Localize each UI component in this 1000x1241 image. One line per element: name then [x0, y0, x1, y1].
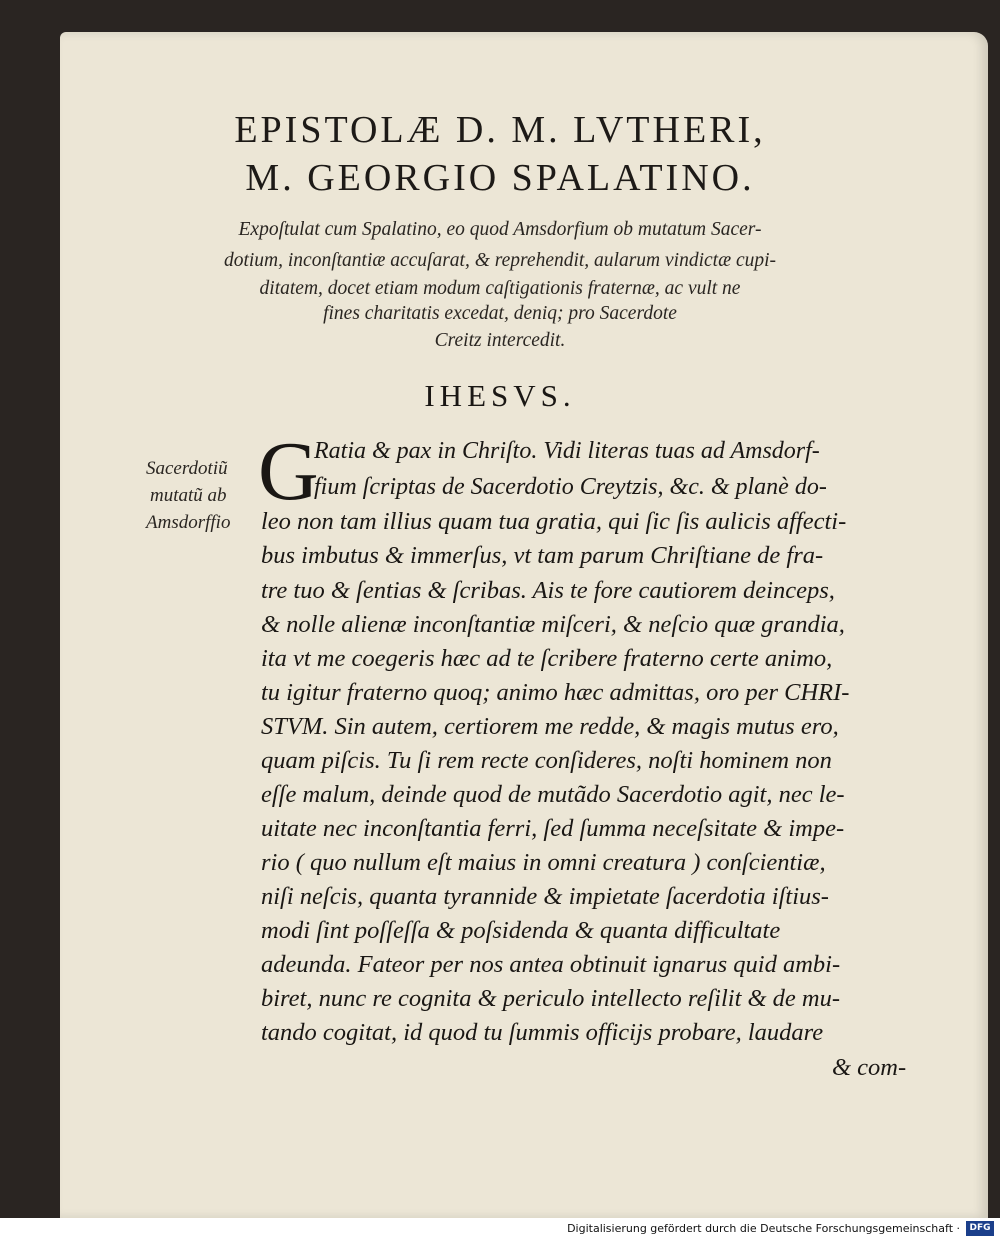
- body-line: bus imbutus & immerſus, vt tam parum Chriſtiane de fra-: [261, 542, 824, 569]
- body-line: quam piſcis. Tu ſi rem recte conſideres, noſti hominem non: [261, 747, 832, 774]
- footer-credit: Digitalisierung gefördert durch die Deutsche Forschungsgemeinschaft ·: [567, 1222, 960, 1235]
- body-line: niſi neſcis, quanta tyrannide & impietate ſacerdotia iſtius-: [261, 883, 829, 910]
- body-line: uitate nec inconſtantia ferri, ſed ſumma neceſsitate & impe-: [261, 815, 845, 842]
- summary-line: ditatem, docet etiam modum caſtigationis fraternæ, ac vult ne: [259, 278, 741, 299]
- section-heading: IHESVS.: [424, 378, 576, 413]
- body-line: modi ſint poſſeſſa & poſsidenda & quanta difficultate: [261, 917, 781, 944]
- body-line: ita vt me coegeris hæc ad te ſcribere fraterno certe animo,: [261, 645, 833, 672]
- body-line: eſſe malum, deinde quod de mutãdo Sacerdotio agit, nec le-: [261, 781, 845, 808]
- body-line: adeunda. Fateor per nos antea obtinuit ignarus quid ambi-: [261, 951, 841, 978]
- body-line: Ratia & pax in Chriſto. Vidi literas tuas ad Amsdorf-: [314, 438, 820, 464]
- margin-note: mutatũ ab: [150, 485, 227, 506]
- body-line: leo non tam illius quam tua gratia, qui ſic ſis aulicis affecti-: [261, 508, 847, 535]
- body-line: tre tuo & ſentias & ſcribas. Ais te fore cautiorem deinceps,: [261, 577, 835, 604]
- body-line: & nolle alienæ inconſtantiæ miſceri, & neſcio quæ grandia,: [261, 611, 845, 638]
- summary-line: dotium, inconſtantiæ accuſarat, & reprehendit, aularum vindictæ cupi-: [223, 250, 777, 271]
- title-line-1: EPISTOLÆ D. M. LVTHERI,: [234, 109, 766, 151]
- summary-line: Creitz intercedit.: [434, 330, 566, 351]
- catchword: & com-: [832, 1054, 907, 1081]
- body-line: STVM. Sin autem, certiorem me redde, & magis mutus ero,: [261, 713, 839, 740]
- dfg-logo: DFG: [966, 1221, 994, 1236]
- body-line: biret, nunc re cognita & periculo intellecto reſilit & de mu-: [261, 985, 841, 1012]
- body-line: rio ( quo nullum eſt maius in omni creatura ) conſcientiæ,: [261, 849, 826, 876]
- footer-bar: [0, 1218, 1000, 1241]
- body-line: tando cogitat, id quod tu ſummis officijs probare, laudare: [261, 1019, 824, 1046]
- margin-note: Sacerdotiũ: [146, 458, 228, 479]
- summary-line: Expoſtulat cum Spalatino, eo quod Amsdorfium ob mutatum Sacer-: [238, 219, 762, 240]
- body-line: tu igitur fraterno quoq; animo hæc admittas, oro per CHRI-: [261, 679, 850, 706]
- drop-cap: G: [258, 425, 319, 518]
- title-line-2: M. GEORGIO SPALATINO.: [245, 157, 755, 199]
- body-line: fium ſcriptas de Sacerdotio Creytzis, &c. & planè do-: [314, 474, 827, 500]
- margin-note: Amsdorffio: [146, 512, 231, 533]
- summary-line: fines charitatis excedat, deniq; pro Sacerdote: [323, 303, 677, 324]
